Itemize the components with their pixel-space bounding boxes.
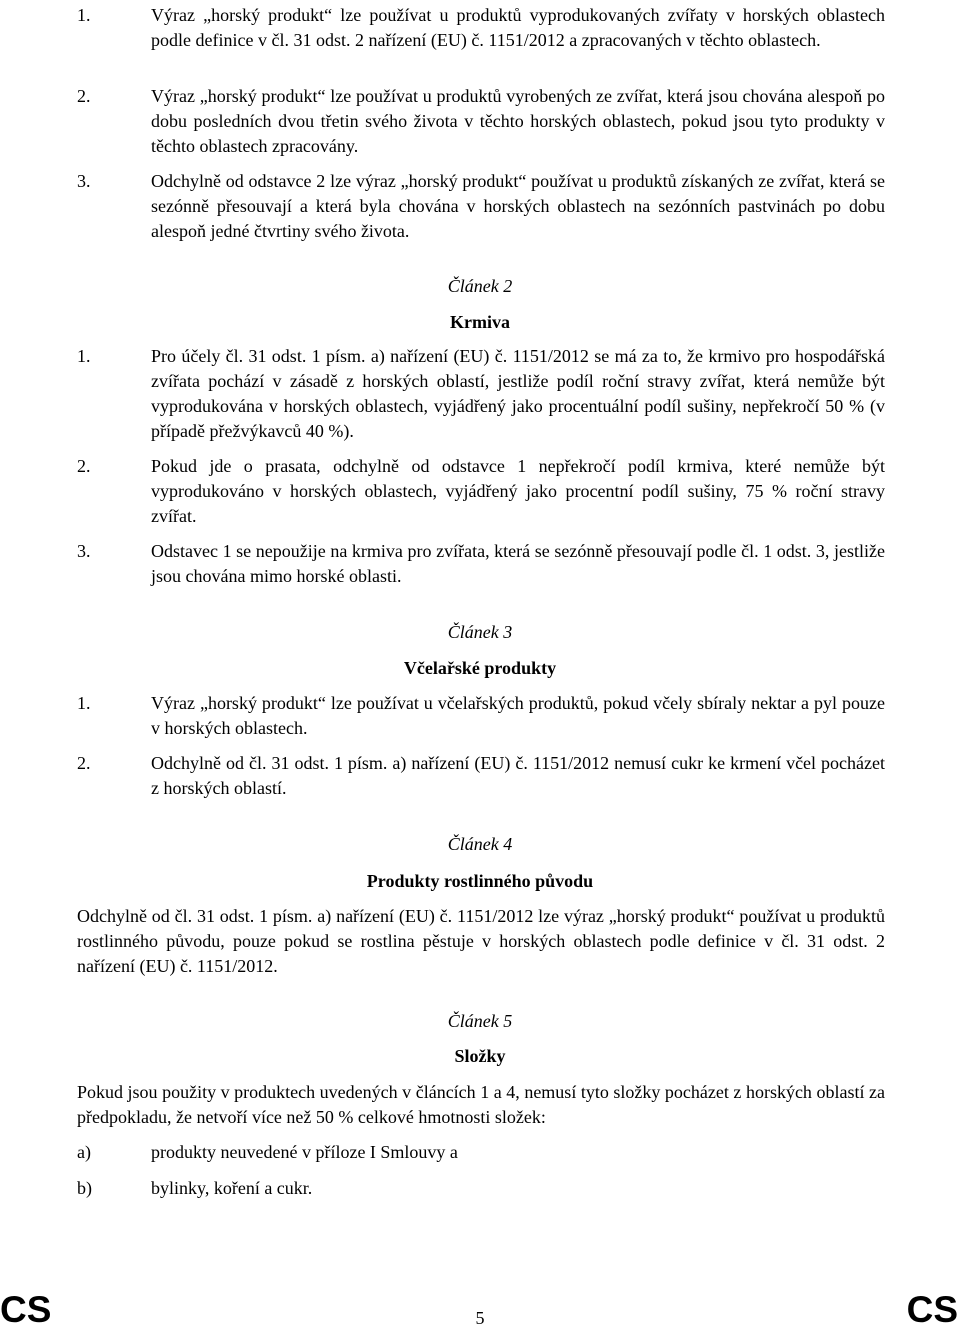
article-5-item-b	[77, 1176, 885, 1201]
paragraph-number: 3.	[77, 541, 91, 561]
paragraph-text: Odchylně od odstavce 2 lze výraz „horský produkt“ používat u produktů získaných ze zvířat, která se sezónně přesouvají a která byla chována v horských oblastech na sezónních pastvinách po dobu alespoň jedné čtvrtiny svého života.	[151, 171, 885, 241]
article-5-text: Pokud jsou použity v produktech uvedených v článcích 1 a 4, nemusí tyto složky pocházet z horských oblastí za předpokladu, že netvoří více než 50 % celkové hmotnosti složek:	[77, 1082, 885, 1127]
paragraph-number: 2.	[77, 753, 91, 773]
article-4-title: Produkty rostlinného původu	[366, 871, 594, 891]
paragraph-3	[77, 169, 885, 244]
article-2-paragraph-1	[77, 344, 885, 444]
paragraph-number: 1.	[77, 5, 91, 25]
item-letter: b)	[77, 1178, 92, 1198]
article-5-label: Článek 5	[447, 1011, 513, 1031]
article-5-title: Složky	[454, 1046, 506, 1066]
article-2-paragraph-2	[77, 454, 885, 529]
language-code-right: CS	[906, 1289, 958, 1330]
item-text: bylinky, koření a cukr.	[151, 1178, 313, 1198]
paragraph-number: 3.	[77, 171, 91, 191]
paragraph-text: Odstavec 1 se nepoužije na krmiva pro zvířata, která se sezónně přesouvají podle čl. 1 odst. 3, jestliže jsou chována mimo horské oblasti.	[151, 541, 885, 586]
paragraph-number: 2.	[77, 86, 91, 106]
paragraph-text: Odchylně od čl. 31 odst. 1 písm. a) nařízení (EU) č. 1151/2012 nemusí cukr ke krmení včel pocházet z horských oblastí.	[151, 753, 885, 798]
article-2-label: Článek 2	[447, 276, 513, 296]
paragraph-text: Výraz „horský produkt“ lze používat u produktů vyprodukovaných zvířaty v horských oblastech podle definice v čl. 31 odst. 2 nařízení (EU) č. 1151/2012 a zpracovaných v těchto oblastech.	[151, 5, 885, 50]
article-5-item-a	[77, 1140, 885, 1165]
paragraph-2	[77, 84, 885, 159]
article-3-label: Článek 3	[447, 622, 513, 642]
article-3-title: Včelařské produkty	[403, 658, 557, 678]
article-3-paragraph-2	[77, 751, 885, 801]
article-2-paragraph-3	[77, 539, 885, 589]
paragraph-1	[77, 3, 885, 53]
item-text: produkty neuvedené v příloze I Smlouvy a	[151, 1142, 458, 1162]
paragraph-number: 1.	[77, 693, 91, 713]
item-letter: a)	[77, 1142, 91, 1162]
paragraph-number: 2.	[77, 456, 91, 476]
article-4-label: Článek 4	[447, 834, 513, 854]
language-code-left: CS	[0, 1289, 52, 1330]
article-4-text: Odchylně od čl. 31 odst. 1 písm. a) nařízení (EU) č. 1151/2012 lze výraz „horský produkt“ používat u produktů rostlinného původu, pouze pokud se rostlina pěstuje v horských oblastech podle definice v čl. 31 odst. 2 nařízení (EU) č. 1151/2012.	[77, 906, 885, 976]
article-2-title: Krmiva	[450, 312, 510, 332]
paragraph-text: Pokud jde o prasata, odchylně od odstavce 1 nepřekročí podíl krmiva, které nemůže být vyprodukováno v horských oblastech, vyjádřený jako procentní podíl sušiny, 75 % roční stravy zvířat.	[151, 456, 885, 526]
paragraph-number: 1.	[77, 346, 91, 366]
paragraph-text: Výraz „horský produkt“ lze používat u produktů vyrobených ze zvířat, která jsou chována alespoň po dobu posledních dvou třetin svého života v těchto horských oblastech, pokud jsou tyto produkty v těchto oblastech zpracovány.	[151, 86, 885, 156]
article-3-paragraph-1	[77, 691, 885, 741]
page-number: 5	[475, 1308, 485, 1328]
paragraph-text: Pro účely čl. 31 odst. 1 písm. a) nařízení (EU) č. 1151/2012 se má za to, že krmivo pro hospodářská zvířata pochází v zásadě z horských oblastí, jestliže podíl roční stravy zvířat, která nemůže být vyprodukována v horských oblastech, vyjádřený jako procentuální podíl sušiny, nepřekročí 50 % (v případě přežvýkavců 40 %).	[151, 346, 885, 441]
paragraph-text: Výraz „horský produkt“ lze používat u včelařských produktů, pokud včely sbíraly nektar a pyl pouze v horských oblastech.	[151, 693, 885, 738]
